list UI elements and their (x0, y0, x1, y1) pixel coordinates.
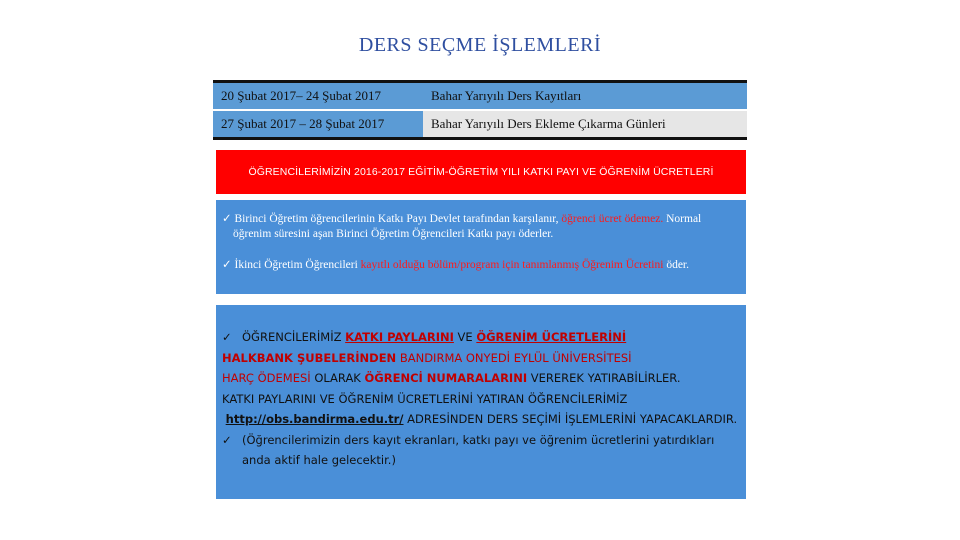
info-text: Normal öğrenim süresini aşan Birinci Öğretim Öğrencileri Katkı payı öderler. (233, 213, 702, 240)
notice-text: (Öğrencilerimizin ders kayıt ekranları, katkı payı ve öğrenim ücretlerini yatırdıkları anda aktif hale gelecektir.) (242, 432, 715, 467)
notice-text: VE (457, 330, 473, 344)
second-education-info (222, 258, 740, 273)
notice-highlight: BANDIRMA ONYEDİ EYLÜL ÜNİVERSİTESİ (399, 350, 632, 365)
fee-info-box (216, 200, 746, 294)
notice-text: ÖĞRENCİLERİMİZ (242, 330, 342, 344)
notice-highlight: KATKI PAYLARINI (345, 330, 454, 344)
info-text: Birinci Öğretim öğrencilerinin Katkı Payı Devlet tarafından karşılanır, (234, 213, 559, 225)
page-title: DERS SEÇME İŞLEMLERİ (358, 34, 602, 56)
check-icon: ✓ (222, 330, 232, 344)
notice-highlight: ÖĞRENCİ NUMARALARINI (364, 371, 528, 385)
notice-text: OLARAK (314, 371, 361, 385)
check-icon: ✓ (222, 432, 232, 447)
notice-text: KATKI PAYLARINI VE ÖĞRENİM ÜCRETLERİNİ YATIRAN ÖĞRENCİLERİMİZ (222, 391, 628, 406)
notice-highlight: HALKBANK ŞUBELERİNDEN (222, 350, 397, 365)
info-text: öder. (666, 259, 689, 271)
payment-notice-box (216, 305, 746, 499)
table-row (213, 110, 747, 139)
obs-link[interactable]: http://obs.bandirma.edu.tr/ (225, 412, 404, 426)
fee-banner: ÖĞRENCİLERİMİZİN 2016-2017 EĞİTİM-ÖĞRETİM YILI KATKI PAYI VE ÖĞRENİM ÜCRETLERİ (216, 150, 746, 194)
info-highlight: kayıtlı olduğu bölüm/program için tanımlanmış Öğrenim Ücretini (360, 259, 664, 271)
notice-text: ADRESİNDEN DERS SEÇİMİ İŞLEMLERİNİ YAPACAKLARDIR. (407, 412, 738, 426)
payment-instructions (222, 327, 740, 430)
check-icon: ✓ (222, 213, 232, 225)
schedule-date: 27 Şubat 2017 – 28 Şubat 2017 (213, 110, 423, 139)
first-education-info (222, 212, 740, 242)
schedule-event: Bahar Yarıyılı Ders Ekleme Çıkarma Günleri (423, 110, 747, 139)
check-icon: ✓ (222, 259, 232, 271)
schedule-date: 20 Şubat 2017– 24 Şubat 2017 (213, 82, 423, 111)
info-text: İkinci Öğretim Öğrencileri (234, 259, 358, 271)
info-highlight: öğrenci ücret ödemez. (561, 213, 664, 225)
schedule-event: Bahar Yarıyılı Ders Kayıtları (423, 82, 747, 111)
activation-note (222, 430, 740, 471)
notice-highlight: ÖĞRENİM ÜCRETLERİNİ (476, 330, 627, 344)
table-row (213, 82, 747, 111)
notice-highlight: HARÇ ÖDEMESİ (222, 371, 311, 385)
schedule-table (213, 80, 747, 140)
notice-text: VEREREK YATIRABİLİRLER. (530, 371, 681, 385)
